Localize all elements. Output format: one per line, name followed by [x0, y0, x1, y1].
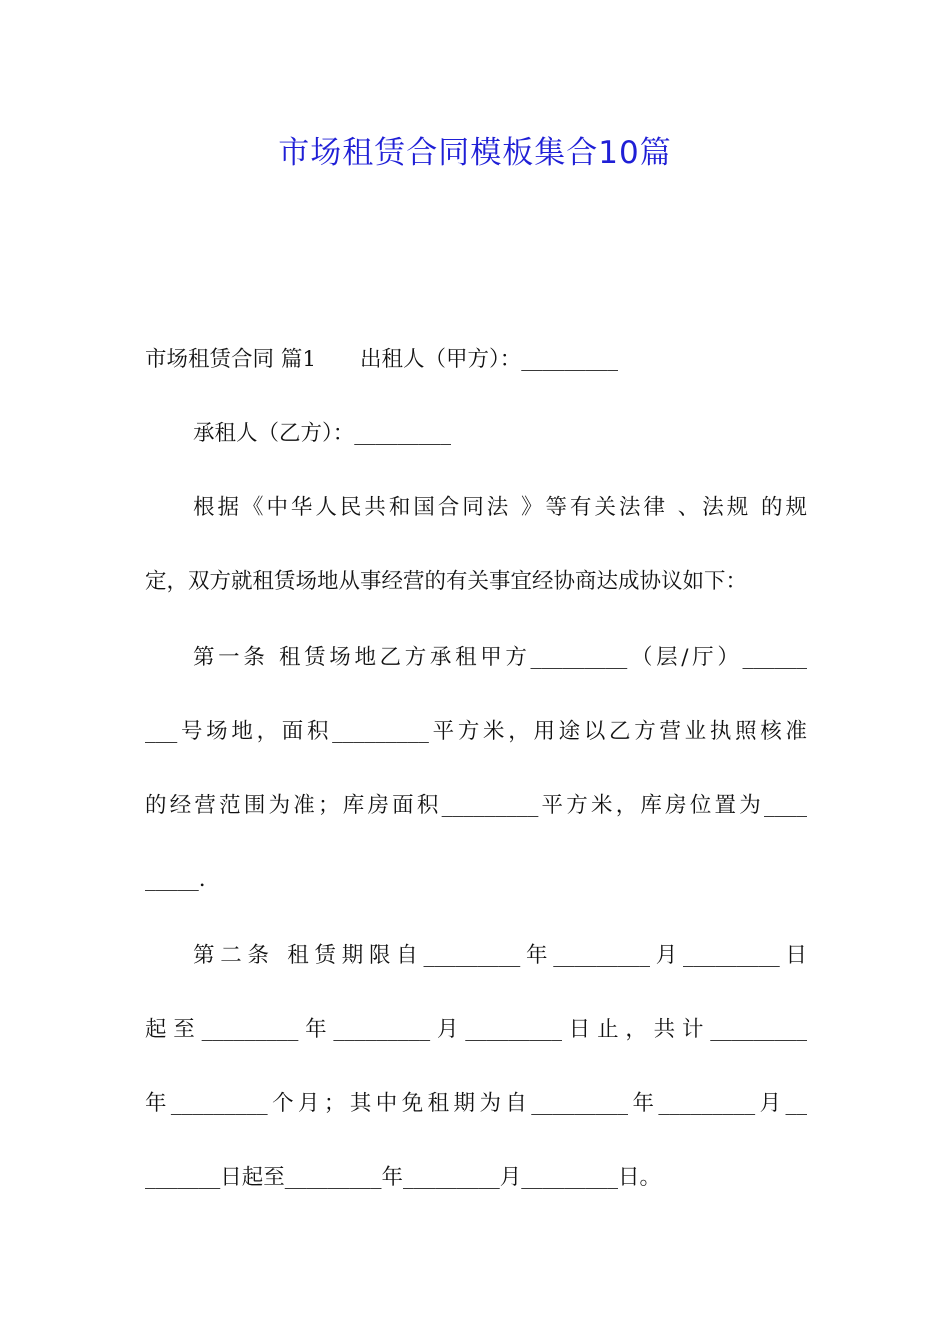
paragraph-line: 第二条 租赁期限自_________年_________月_________日 — [193, 943, 807, 968]
document-title: 市场租赁合同模板集合10篇 — [278, 135, 672, 171]
contract-heading-line — [145, 340, 807, 380]
paragraph-line: 起至_________年_________月_________日止，共计_________ — [145, 1017, 807, 1042]
paragraph-line: 的经营范围为准；库房面积_________平方米，库房位置为____ — [145, 793, 807, 818]
contract-number: 市场租赁合同 篇1 — [145, 347, 317, 372]
paragraph-line: ___号场地，面积_________平方米，用途以乙方营业执照核准 — [145, 719, 807, 744]
paragraph-line: 第一条 租赁场地乙方承租甲方_________（层/厅）______ — [193, 645, 807, 670]
paragraph-line: _____. — [145, 867, 206, 892]
lessor-field: 出租人（甲方）：_________ — [360, 347, 619, 372]
lessee-field: 承租人（乙方）：_________ — [193, 421, 452, 446]
paragraph-line: 根据《中华人民共和国合同法 》等有关法律 、法规 的规 — [193, 495, 807, 520]
paragraph-line: 年_________个月；其中免租期为自_________年_________月__ — [145, 1091, 807, 1116]
paragraph-line: 定，双方就租赁场地从事经营的有关事宜经协商达成协议如下： — [145, 569, 748, 594]
paragraph-line: _______日起至_________年_________月_________日。 — [145, 1165, 662, 1190]
